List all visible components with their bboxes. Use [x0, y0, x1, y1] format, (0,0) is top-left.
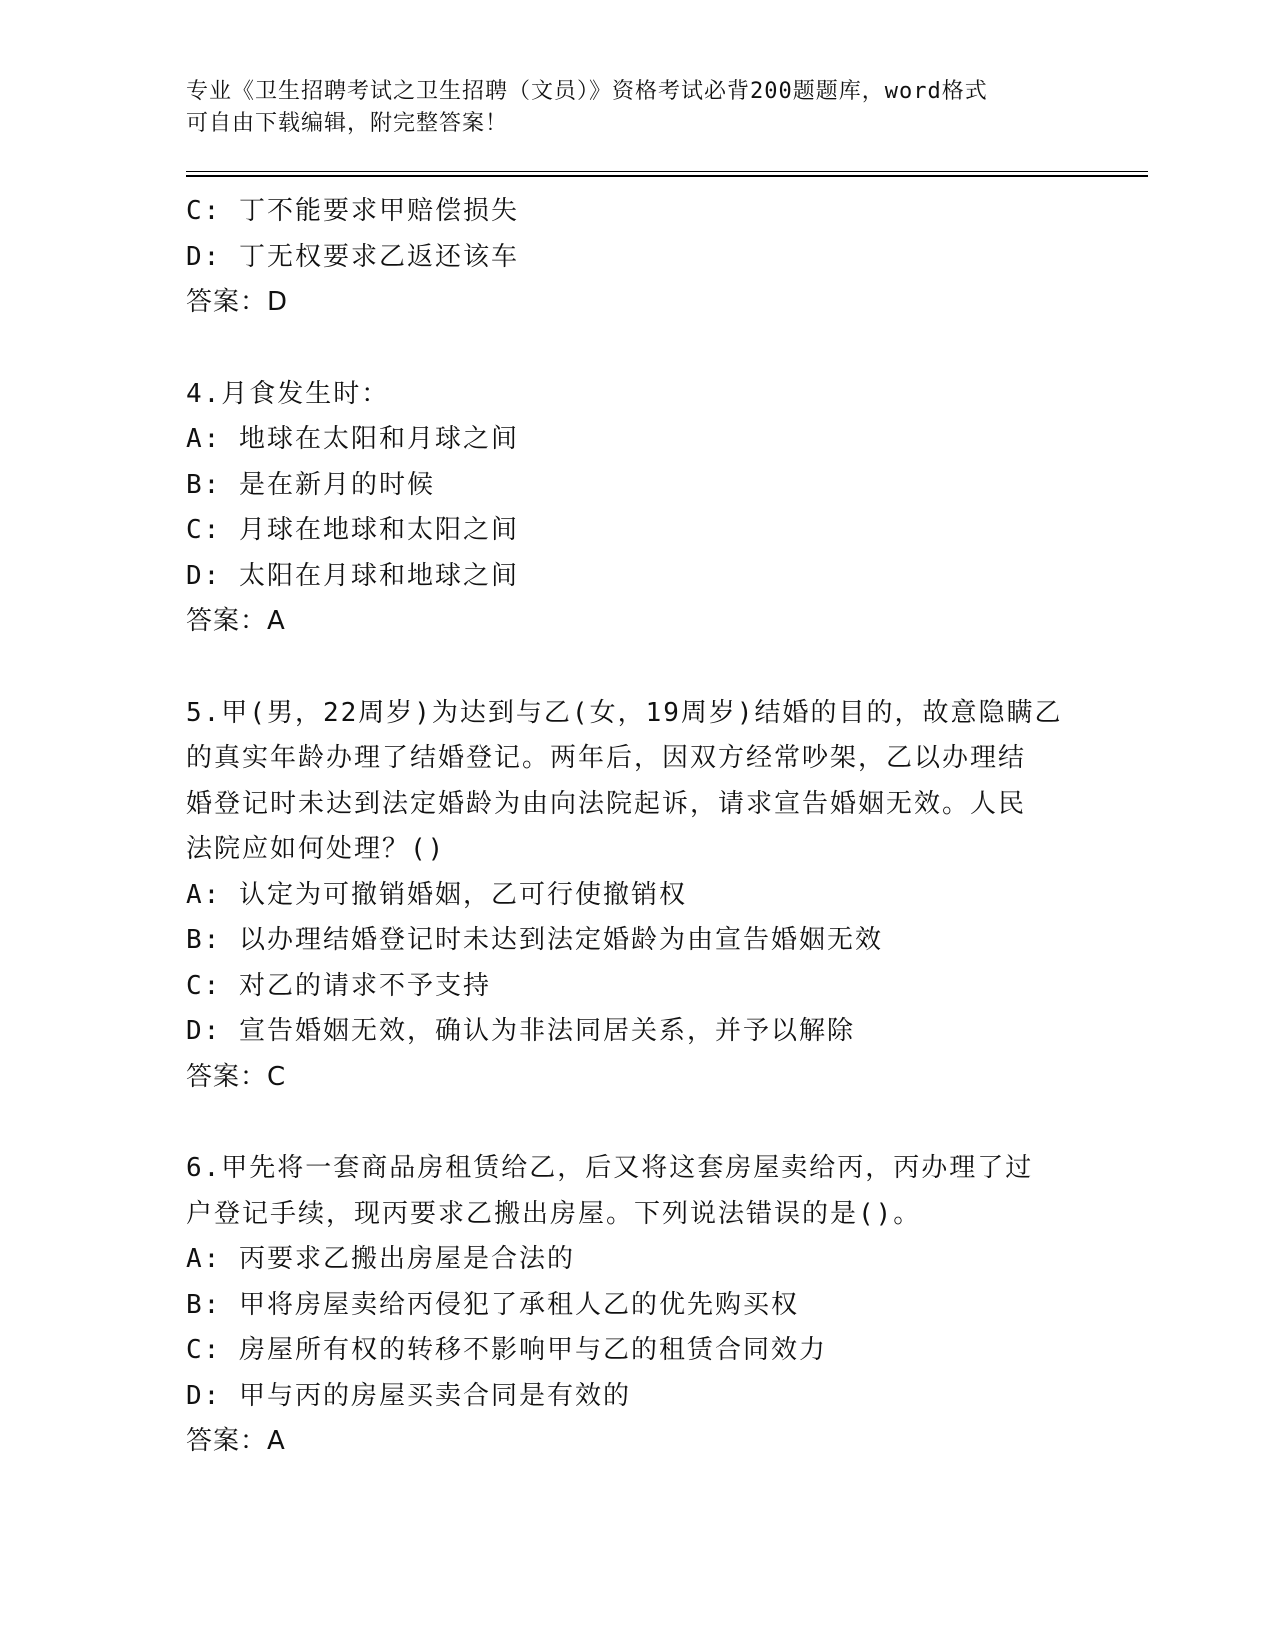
question-5: [186, 691, 1086, 1101]
q3-option-c: C: 丁不能要求甲赔偿损失: [186, 196, 519, 226]
question-content: [186, 189, 1086, 1465]
spacer: [186, 326, 1086, 372]
q4-option-a: A: 地球在太阳和月球之间: [186, 424, 519, 454]
q5-stem-line-1: 5.甲(男，22周岁)为达到与乙(女，19周岁)结婚的目的，故意隐瞒乙: [186, 697, 1063, 728]
q5-option-a: A: 认定为可撤销婚姻，乙可行使撤销权: [186, 879, 687, 910]
question-6: [186, 1146, 1086, 1465]
q3-answer: 答案：D: [186, 287, 289, 317]
q3-option-d: D: 丁无权要求乙返还该车: [186, 241, 519, 272]
q5-option-b: B: 以办理结婚登记时未达到法定婚龄为由宣告婚姻无效: [186, 925, 883, 955]
q5-stem-line-2: 的真实年龄办理了结婚登记。两年后，因双方经常吵架，乙以办理结: [186, 743, 1027, 773]
question-3-tail: [186, 189, 1086, 326]
q6-option-d: D: 甲与丙的房屋买卖合同是有效的: [186, 1380, 631, 1411]
q6-stem-line-1: 6.甲先将一套商品房租赁给乙，后又将这套房屋卖给丙，丙办理了过: [186, 1153, 1034, 1183]
spacer: [186, 1100, 1086, 1146]
q5-option-d: D: 宣告婚姻无效，确认为非法同居关系，并予以解除: [186, 1016, 855, 1046]
q5-stem-line-3: 婚登记时未达到法定婚龄为由向法院起诉，请求宣告婚姻无效。人民: [186, 788, 1027, 819]
q4-option-d: D: 太阳在月球和地球之间: [186, 560, 519, 591]
q6-option-c: C: 房屋所有权的转移不影响甲与乙的租赁合同效力: [186, 1335, 827, 1365]
q4-stem: 4.月食发生时：: [186, 378, 390, 409]
q6-answer: 答案：A: [186, 1426, 286, 1456]
header-title-line-2: 可自由下载编辑，附完整答案！: [186, 111, 509, 136]
header-rule-thin: [186, 171, 1148, 172]
page-header: [186, 76, 1066, 140]
q4-option-c: C: 月球在地球和太阳之间: [186, 515, 519, 545]
q6-stem-line-2: 户登记手续，现丙要求乙搬出房屋。下列说法错误的是()。: [186, 1198, 922, 1229]
q6-option-a: A: 丙要求乙搬出房屋是合法的: [186, 1244, 575, 1274]
header-rule-thick: [186, 175, 1148, 177]
spacer: [186, 645, 1086, 691]
q4-option-b: B: 是在新月的时候: [186, 469, 435, 500]
q5-answer: 答案：C: [186, 1061, 287, 1092]
question-4: [186, 372, 1086, 645]
q5-stem-line-4: 法院应如何处理？(): [186, 834, 446, 864]
q4-answer: 答案：A: [186, 606, 286, 636]
q5-option-c: C: 对乙的请求不予支持: [186, 970, 491, 1001]
q6-option-b: B: 甲将房屋卖给丙侵犯了承租人乙的优先购买权: [186, 1289, 799, 1320]
header-title-line-1: 专业《卫生招聘考试之卫生招聘（文员）》资格考试必背200题题库，word格式: [186, 79, 988, 104]
